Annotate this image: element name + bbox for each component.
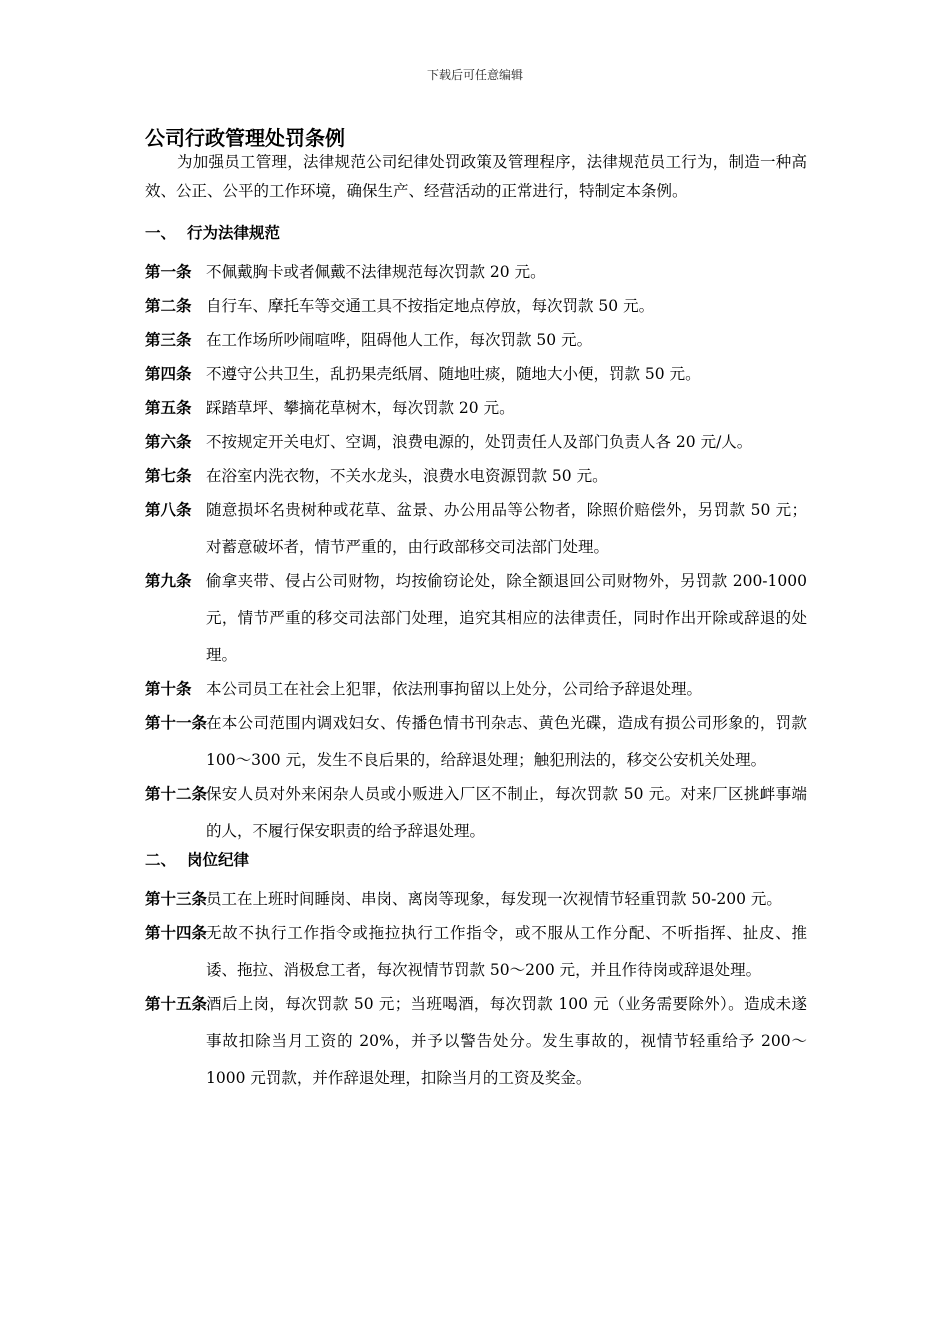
article-15 (145, 986, 807, 1097)
article-text: 在工作场所吵闹喧哗，阻碍他人工作，每次罚款 50 元。 (206, 331, 593, 349)
article-4 (145, 356, 807, 393)
article-13 (145, 881, 807, 918)
section-title: 行为法律规范 (187, 223, 281, 242)
article-label: 第十一条 (145, 714, 208, 732)
article-label: 第十条 (145, 680, 192, 698)
article-8 (145, 492, 807, 566)
article-text: 在本公司范围内调戏妇女、传播色情书刊杂志、黄色光碟，造成有损公司形象的，罚款 100～300 元，发生不良后果的，给辞退处理；触犯刑法的，移交公安机关处理。 (206, 714, 807, 769)
article-11 (145, 705, 807, 779)
article-text: 不佩戴胸卡或者佩戴不法律规范每次罚款 20 元。 (206, 263, 546, 281)
section-number: 二、 (145, 850, 177, 869)
article-text: 不按规定开关电灯、空调，浪费电源的，处罚责任人及部门负责人各 20 元/人。 (206, 433, 753, 451)
article-1 (145, 254, 807, 291)
article-text: 保安人员对外来闲杂人员或小贩进入厂区不制止，每次罚款 50 元。对来厂区挑衅事端的人，不履行保安职责的给予辞退处理。 (206, 785, 807, 840)
article-label: 第八条 (145, 501, 192, 519)
article-6 (145, 424, 807, 461)
article-text: 不遵守公共卫生，乱扔果壳纸屑、随地吐痰，随地大小便，罚款 50 元。 (206, 365, 701, 383)
article-label: 第一条 (145, 263, 192, 281)
article-text: 无故不执行工作指令或拖拉执行工作指令，或不服从工作分配、不听指挥、扯皮、推诿、拖拉、消极怠工者，每次视情节罚款 50～200 元，并且作待岗或辞退处理。 (206, 924, 807, 979)
article-label: 第九条 (145, 572, 192, 590)
article-text: 踩踏草坪、攀摘花草树木，每次罚款 20 元。 (206, 399, 515, 417)
article-12 (145, 776, 807, 850)
article-label: 第二条 (145, 297, 192, 315)
article-3 (145, 322, 807, 359)
article-14 (145, 915, 807, 989)
article-5 (145, 390, 807, 427)
article-text: 在浴室内洗衣物，不关水龙头，浪费水电资源罚款 50 元。 (206, 467, 608, 485)
intro-paragraph: 为加强员工管理，法律规范公司纪律处罚政策及管理程序，法律规范员工行为，制造一种高效、公正、公平的工作环境，确保生产、经营活动的正常进行，特制定本条例。 (145, 153, 807, 200)
article-label: 第四条 (145, 365, 192, 383)
article-text: 本公司员工在社会上犯罪，依法刑事拘留以上处分，公司给予辞退处理。 (206, 680, 703, 698)
article-label: 第三条 (145, 331, 192, 349)
article-text: 随意损坏名贵树种或花草、盆景、办公用品等公物者，除照价赔偿外，另罚款 50 元；对蓄意破坏者，情节严重的，由行政部移交司法部门处理。 (206, 501, 807, 556)
article-label: 第十二条 (145, 785, 208, 803)
article-label: 第六条 (145, 433, 192, 451)
article-label: 第十五条 (145, 995, 208, 1013)
section-number: 一、 (145, 223, 177, 242)
article-2 (145, 288, 807, 325)
article-label: 第十三条 (145, 890, 208, 908)
article-9 (145, 563, 807, 674)
section-title: 岗位纪律 (187, 850, 250, 869)
article-text: 员工在上班时间睡岗、串岗、离岗等现象，每发现一次视情节轻重罚款 50-200 元。 (206, 890, 782, 908)
section-heading-2 (145, 847, 807, 873)
article-label: 第五条 (145, 399, 192, 417)
article-text: 自行车、摩托车等交通工具不按指定地点停放，每次罚款 50 元。 (206, 297, 655, 315)
document-title: 公司行政管理处罚条例 (145, 126, 345, 150)
article-label: 第十四条 (145, 924, 208, 942)
article-10 (145, 671, 807, 708)
article-text: 偷拿夹带、侵占公司财物，均按偷窃论处，除全额退回公司财物外，另罚款 200-1000 元，情节严重的移交司法部门处理，追究其相应的法律责任，同时作出开除或辞退的处理。 (206, 572, 807, 664)
section-heading-1 (145, 220, 807, 246)
page-header-note: 下载后可任意编辑 (426, 68, 523, 82)
article-label: 第七条 (145, 467, 192, 485)
document-body (145, 220, 807, 1094)
article-text: 酒后上岗，每次罚款 50 元；当班喝酒，每次罚款 100 元（业务需要除外）。造成未遂事故扣除当月工资的 20%，并予以警告处分。发生事故的，视情节轻重给予 200～1000 元罚款，并作辞退处理，扣除当月的工资及奖金。 (206, 995, 807, 1087)
article-7 (145, 458, 807, 495)
